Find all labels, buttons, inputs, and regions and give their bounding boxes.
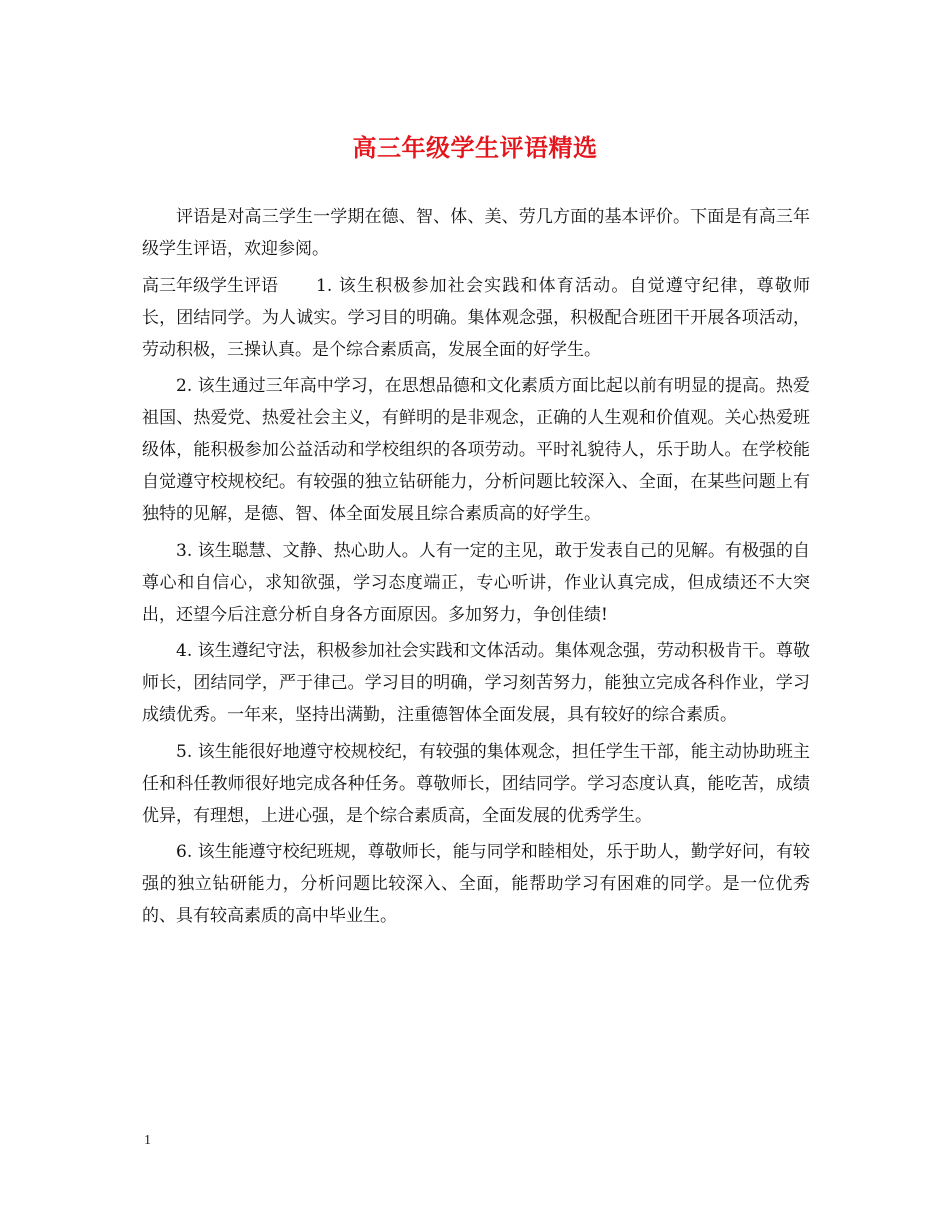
document-body: [142, 201, 810, 937]
comment-paragraph-2: 2. 该生通过三年高中学习，在思想品德和文化素质方面比起以前有明显的提高。热爱祖国、热爱党、热爱社会主义，有鲜明的是非观念，正确的人生观和价值观。关心热爱班级体，能积极参加公益活动和学校组织的各项劳动。平时礼貌待人，乐于助人。在学校能自觉遵守校规校纪。有较强的独立钻研能力，分析问题比较深入、全面，在某些问题上有独特的见解，是德、智、体全面发展且综合素质高的好学生。: [142, 376, 810, 524]
comment-paragraph-1: [142, 270, 810, 366]
comment-paragraph-4: 4. 该生遵纪守法，积极参加社会实践和文体活动。集体观念强，劳动积极肯干。尊敬师长，团结同学，严于律己。学习目的明确，学习刻苦努力，能独立完成各科作业，学习成绩优秀。一年来，坚持出满勤，注重德智体全面发展，具有较好的综合素质。: [142, 641, 810, 725]
comment-paragraph-6: 6. 该生能遵守校纪班规，尊敬师长，能与同学和睦相处，乐于助人，勤学好问，有较强的独立钻研能力，分析问题比较深入、全面，能帮助学习有困难的同学。是一位优秀的、具有较高素质的高中毕业生。: [142, 842, 810, 926]
intro-paragraph: 评语是对高三学生一学期在德、智、体、美、劳几方面的基本评价。下面是有高三年级学生评语，欢迎参阅。: [142, 207, 810, 259]
page-number: 1: [144, 1133, 151, 1148]
document-title: 高三年级学生评语精选: [352, 133, 598, 162]
comment-paragraph-5: 5. 该生能很好地遵守校规校纪，有较强的集体观念，担任学生干部，能主动协助班主任和科任教师很好地完成各种任务。尊敬师长，团结同学。学习态度认真，能吃苦，成绩优异，有理想，上进心强，是个综合素质高，全面发展的优秀学生。: [142, 741, 810, 826]
comment-paragraph-3: 3. 该生聪慧、文静、热心助人。人有一定的主见，敢于发表自己的见解。有极强的自尊心和自信心，求知欲强，学习态度端正，专心听讲，作业认真完成，但成绩还不大突出，还望今后注意分析自身各方面原因。多加努力，争创佳绩!: [142, 540, 810, 625]
section-label: 高三年级学生评语: [142, 275, 278, 296]
comment-text-1: 1. 该生积极参加社会实践和体育活动。自觉遵守纪律，尊敬师长，团结同学。为人诚实。学习目的明确。集体观念强，积极配合班团干开展各项活动，劳动积极，三操认真。是个综合素质高，发展全面的好学生。: [142, 275, 810, 360]
